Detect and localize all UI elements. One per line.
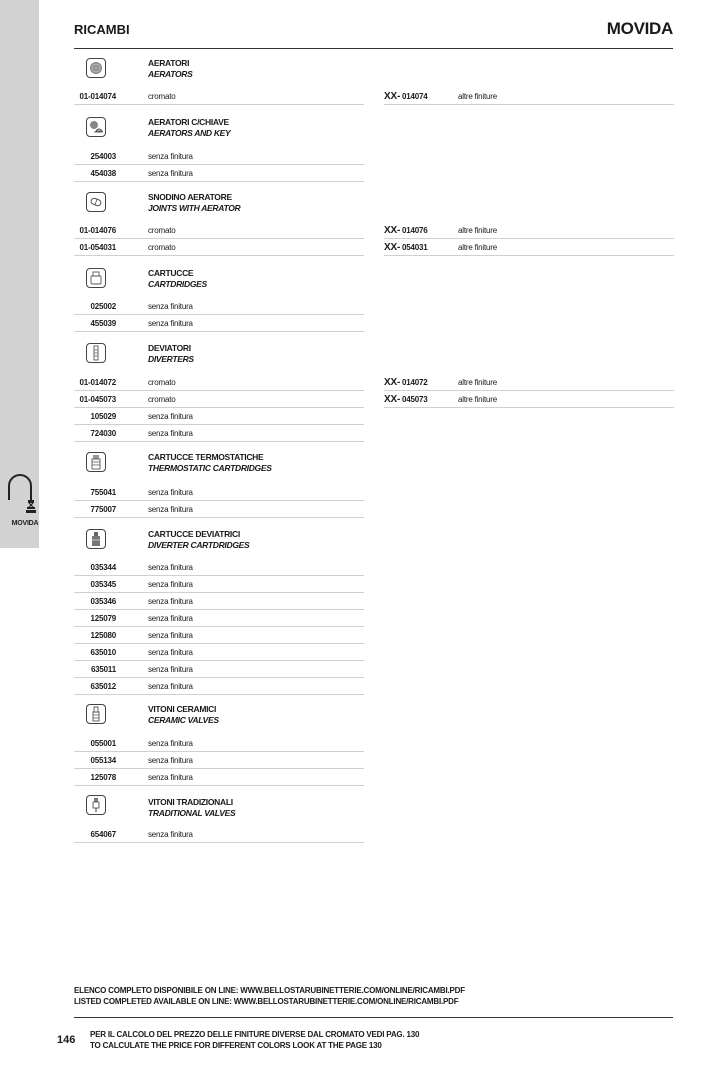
price-note-en: TO CALCULATE THE PRICE FOR DIFFERENT COLORS LOOK AT THE PAGE 130 <box>90 1041 382 1050</box>
part-code: 455039 <box>90 319 116 328</box>
part-finish: senza finitura <box>148 830 193 839</box>
part-finish: cromato <box>148 378 176 387</box>
side-tab-label: MOVIDA <box>11 520 39 527</box>
section-title <box>148 268 207 290</box>
section-title-it: VITONI TRADIZIONALI <box>148 797 233 807</box>
section-title-it: CARTUCCE TERMOSTATICHE <box>148 452 264 462</box>
section-title-en: CERAMIC VALVES <box>148 715 219 725</box>
part-finish: senza finitura <box>148 169 193 178</box>
alt-part-code: 054031 <box>402 243 428 252</box>
alt-finish-row <box>384 88 674 105</box>
part-row <box>74 408 364 425</box>
part-row <box>74 165 364 182</box>
thermostatic-cartridge-icon <box>86 452 106 472</box>
finish-prefix: XX- <box>384 394 401 405</box>
part-finish: senza finitura <box>148 631 193 640</box>
part-row <box>74 576 364 593</box>
part-code: 01-054031 <box>79 243 116 252</box>
side-tab <box>0 0 39 548</box>
section-title-en: DIVERTER CARTDRIDGES <box>148 540 250 550</box>
part-finish: cromato <box>148 92 176 101</box>
alt-part-code: 045073 <box>402 395 428 404</box>
part-finish: senza finitura <box>148 580 193 589</box>
part-code: 035344 <box>90 563 116 572</box>
aerator-icon <box>86 58 106 78</box>
part-finish: senza finitura <box>148 665 193 674</box>
part-row <box>74 391 364 408</box>
alt-part-code: 014074 <box>402 92 428 101</box>
part-code: 025002 <box>90 302 116 311</box>
section-title-it: SNODINO AERATORE <box>148 192 232 202</box>
part-code: 105029 <box>90 412 116 421</box>
part-row <box>74 298 364 315</box>
alt-part-code: 014072 <box>402 378 428 387</box>
section-title-en: TRADITIONAL VALVES <box>148 808 236 818</box>
part-row <box>74 559 364 576</box>
part-code: 755041 <box>90 488 116 497</box>
price-note-it: PER IL CALCOLO DEL PREZZO DELLE FINITURE DIVERSE DAL CROMATO VEDI PAG. 130 <box>90 1030 420 1039</box>
alt-finish-row <box>384 391 674 408</box>
alt-part-code: 014076 <box>402 226 428 235</box>
part-row <box>74 678 364 695</box>
joint-icon <box>86 192 106 212</box>
section-title <box>148 58 193 80</box>
part-code: 035346 <box>90 597 116 606</box>
section-title <box>148 343 194 365</box>
part-finish: senza finitura <box>148 488 193 497</box>
part-code: 01-045073 <box>79 395 116 404</box>
alt-part-finish: altre finiture <box>458 378 497 387</box>
section-title-en: JOINTS WITH AERATOR <box>148 203 241 213</box>
part-code: 635011 <box>90 665 116 674</box>
alt-part-finish: altre finiture <box>458 243 497 252</box>
part-finish: senza finitura <box>148 302 193 311</box>
part-code: 125079 <box>90 614 116 623</box>
collection-title: MOVIDA <box>606 19 673 38</box>
part-finish: senza finitura <box>148 505 193 514</box>
alt-part-finish: altre finiture <box>458 395 497 404</box>
finish-prefix: XX- <box>384 225 401 236</box>
part-row <box>74 593 364 610</box>
section-title <box>148 704 219 726</box>
part-finish: senza finitura <box>148 773 193 782</box>
diverter-icon <box>86 343 106 363</box>
part-finish: cromato <box>148 395 176 404</box>
part-code: 125078 <box>90 773 116 782</box>
section-title-en: AERATORS <box>148 69 193 79</box>
alt-part-finish: altre finiture <box>458 226 497 235</box>
section-title <box>148 797 235 819</box>
part-code: 635012 <box>90 682 116 691</box>
part-code: 635010 <box>90 648 116 657</box>
section-title-en: CARTDRIDGES <box>148 279 207 289</box>
part-code: 654067 <box>90 830 116 839</box>
section-title-it: DEVIATORI <box>148 343 191 353</box>
part-code: 01-014074 <box>79 92 116 101</box>
part-row <box>74 315 364 332</box>
part-row <box>74 425 364 442</box>
section-title <box>148 192 240 214</box>
footer-divider <box>74 1017 673 1018</box>
part-finish: senza finitura <box>148 739 193 748</box>
alt-part-finish: altre finiture <box>458 92 497 101</box>
section-title-en: DIVERTERS <box>148 354 194 364</box>
price-note <box>90 1029 419 1051</box>
section-title <box>148 529 249 551</box>
part-finish: senza finitura <box>148 648 193 657</box>
part-finish: senza finitura <box>148 756 193 765</box>
part-code: 454038 <box>90 169 116 178</box>
finish-prefix: XX- <box>384 242 401 253</box>
part-finish: senza finitura <box>148 412 193 421</box>
part-code: 01-014072 <box>79 378 116 387</box>
part-code: 254003 <box>90 152 116 161</box>
part-row <box>74 88 364 105</box>
alt-finish-row <box>384 239 674 256</box>
cartridge-icon <box>86 268 106 288</box>
part-finish: senza finitura <box>148 682 193 691</box>
online-list-note-en: LISTED COMPLETED AVAILABLE ON LINE: WWW.BELLOSTARUBINETTERIE.COM/ONLINE/RICAMBI.PDF <box>74 997 459 1006</box>
part-row <box>74 501 364 518</box>
section-title <box>148 117 230 139</box>
diverter-cartridge-icon <box>86 529 106 549</box>
part-row <box>74 374 364 391</box>
part-row <box>74 735 364 752</box>
part-code: 01-014076 <box>79 226 116 235</box>
part-finish: senza finitura <box>148 429 193 438</box>
part-row <box>74 627 364 644</box>
part-code: 035345 <box>90 580 116 589</box>
online-list-note <box>74 985 465 1007</box>
part-finish: cromato <box>148 226 176 235</box>
ceramic-valve-icon <box>86 704 106 724</box>
part-finish: cromato <box>148 243 176 252</box>
part-finish: senza finitura <box>148 563 193 572</box>
traditional-valve-icon <box>86 795 106 815</box>
part-finish: senza finitura <box>148 614 193 623</box>
section-title-it: VITONI CERAMICI <box>148 704 217 714</box>
part-finish: senza finitura <box>148 152 193 161</box>
part-finish: senza finitura <box>148 597 193 606</box>
section-title-en: THERMOSTATIC CARTDRIDGES <box>148 463 272 473</box>
section-title-en: AERATORS AND KEY <box>148 128 231 138</box>
part-code: 055001 <box>90 739 116 748</box>
aerator-key-icon <box>86 117 106 137</box>
part-row <box>74 661 364 678</box>
section-title-it: CARTUCCE DEVIATRICI <box>148 529 240 539</box>
section-title-it: AERATORI C/CHIAVE <box>148 117 229 127</box>
faucet-icon <box>4 470 38 516</box>
part-code: 775007 <box>90 505 116 514</box>
finish-prefix: XX- <box>384 377 401 388</box>
section-title-it: CARTUCCE <box>148 268 194 278</box>
part-code: 125080 <box>90 631 116 640</box>
part-finish: senza finitura <box>148 319 193 328</box>
section-header: RICAMBI <box>74 22 130 37</box>
part-row <box>74 752 364 769</box>
part-row <box>74 484 364 501</box>
part-row <box>74 769 364 786</box>
part-row <box>74 826 364 843</box>
header-divider <box>74 48 673 49</box>
online-list-note-it: ELENCO COMPLETO DISPONIBILE ON LINE: WWW.BELLOSTARUBINETTERIE.COM/ONLINE/RICAMBI.PDF <box>74 986 465 995</box>
part-code: 724030 <box>90 429 116 438</box>
part-row <box>74 644 364 661</box>
part-row <box>74 610 364 627</box>
part-row <box>74 239 364 256</box>
part-code: 055134 <box>90 756 116 765</box>
alt-finish-row <box>384 374 674 391</box>
part-row <box>74 148 364 165</box>
alt-finish-row <box>384 222 674 239</box>
page-number: 146 <box>57 1034 76 1046</box>
section-title <box>148 452 272 474</box>
section-title-it: AERATORI <box>148 58 190 68</box>
part-row <box>74 222 364 239</box>
finish-prefix: XX- <box>384 91 401 102</box>
